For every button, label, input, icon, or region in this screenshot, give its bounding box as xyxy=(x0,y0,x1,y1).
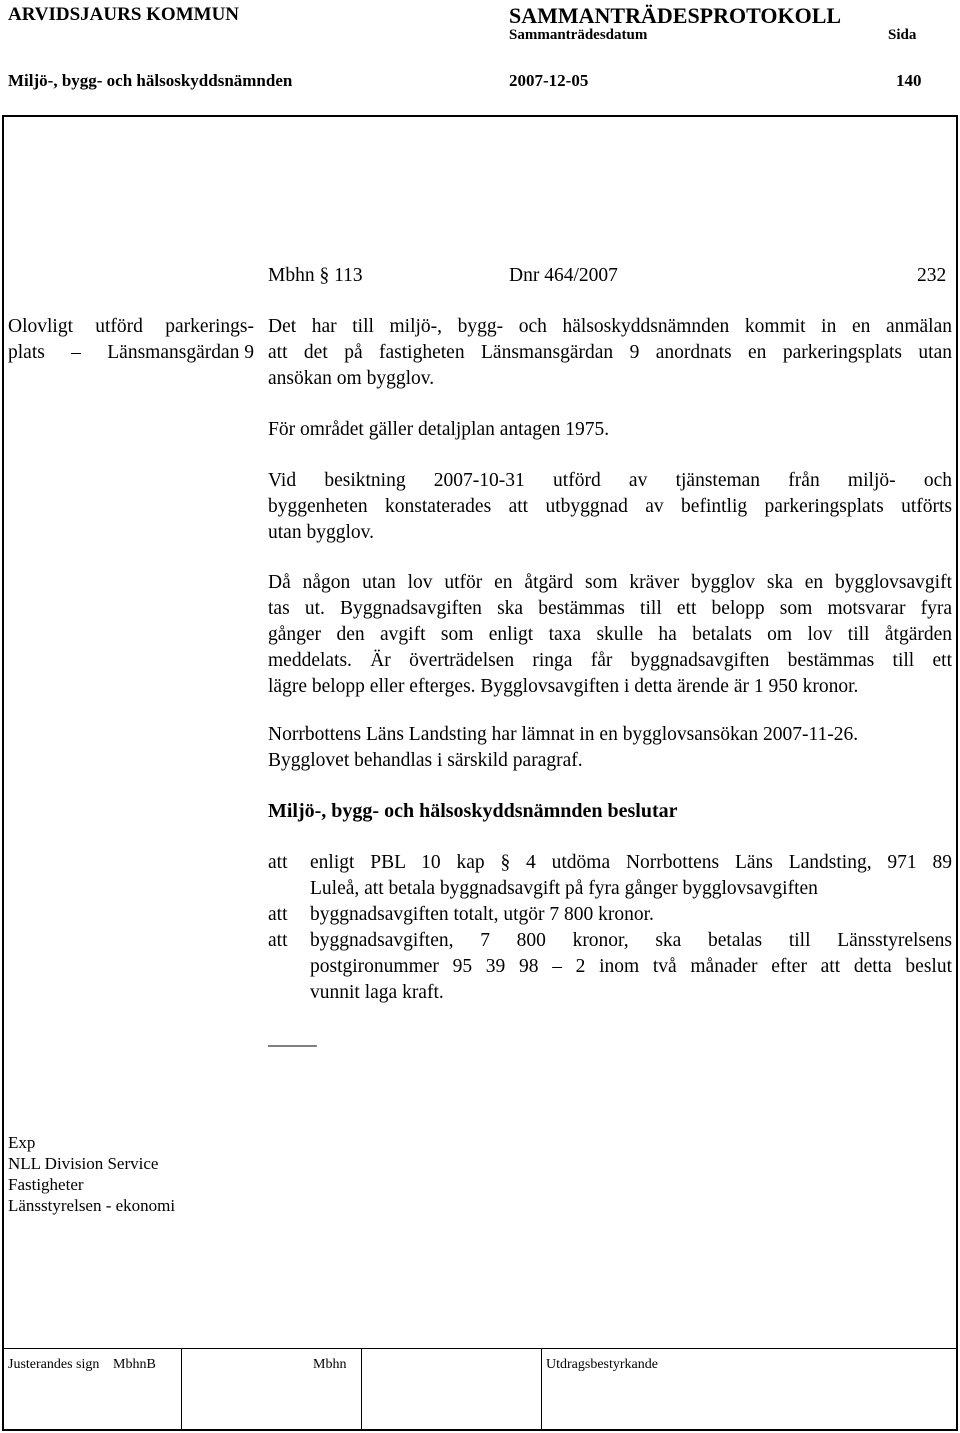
side-heading-word: plats xyxy=(8,342,45,363)
reference-number: 232 xyxy=(917,265,947,286)
paragraph-fee xyxy=(268,570,952,700)
meeting-date: 2007-12-05 xyxy=(509,71,589,90)
text-line: byggnadsavgiften, 7 800 kronor, ska betalas till Länsstyrelsens xyxy=(310,930,952,951)
text-line: Då någon utan lov utför en åtgärd som kräver bygglov ska en bygglovsavgift xyxy=(268,572,952,593)
text-line: Bygglovet behandlas i särskild paragraf. xyxy=(268,750,583,771)
decision-prefix: att xyxy=(268,904,288,925)
distribution-item: Länsstyrelsen - ekonomi xyxy=(8,1196,176,1215)
frame-bottom-rule xyxy=(2,1429,958,1431)
footer-divider-2 xyxy=(361,1348,362,1430)
footer-divider-1 xyxy=(181,1348,182,1430)
page-number: 140 xyxy=(896,71,922,90)
paragraph-inspection xyxy=(268,468,952,546)
distribution-item: Fastigheter xyxy=(8,1175,84,1194)
diary-number: Dnr 464/2007 xyxy=(509,265,618,286)
text-line: Norrbottens Läns Landsting har lämnat in en bygglovsansökan 2007-11-26. xyxy=(268,724,859,745)
paragraph-application xyxy=(268,722,952,774)
paragraph-number: Mbhn § 113 xyxy=(268,265,363,286)
text-line: utan bygglov. xyxy=(268,522,374,543)
side-heading-line-1: Olovligt utförd parkerings- xyxy=(8,316,254,337)
footer-utdragsbestyrkande: Utdragsbestyrkande xyxy=(546,1357,658,1372)
end-mark: _____ xyxy=(268,1028,317,1049)
footer-justerandes-label: Justerandes sign xyxy=(8,1357,100,1372)
footer-signature-value: MbhnB xyxy=(113,1357,156,1372)
text-line: gånger den avgift som enligt taxa skulle ha betalats om lov till åtgärden xyxy=(268,624,952,645)
frame-top-rule xyxy=(2,115,958,117)
footer-top-rule xyxy=(2,1348,958,1349)
text-line: ansökan om bygglov. xyxy=(268,368,435,389)
page-label: Sida xyxy=(888,27,917,43)
text-line: lägre belopp eller efterges. Bygglovsavgiften i detta ärende är 1 950 kronor. xyxy=(268,676,859,697)
document-type: SAMMANTRÄDESPROTOKOLL xyxy=(509,3,842,28)
text-line: Det har till miljö-, bygg- och hälsoskyddsnämnden kommit in en anmälan xyxy=(268,316,952,337)
decision-prefix: att xyxy=(268,852,288,873)
paragraph-report xyxy=(268,314,952,392)
side-heading-line-2 xyxy=(8,340,254,366)
side-heading-dash: – xyxy=(71,342,81,363)
case-side-heading xyxy=(8,314,254,366)
text-line: Vid besiktning 2007-10-31 utförd av tjänsteman från miljö- och xyxy=(268,470,952,491)
footer-mbhn: Mbhn xyxy=(313,1357,347,1372)
decision-prefix: att xyxy=(268,930,288,951)
meeting-date-label: Sammanträdesdatum xyxy=(509,27,648,43)
frame-left-rule xyxy=(2,115,4,1431)
decision-heading: Miljö-, bygg- och hälsoskyddsnämnden beslutar xyxy=(268,800,678,822)
text-line: enligt PBL 10 kap § 4 utdöma Norrbottens Läns Landsting, 971 89 xyxy=(310,852,952,873)
text-line: byggenheten konstaterades att utbyggnad av befintlig parkeringsplats utförts xyxy=(268,496,952,517)
text-line: att det på fastigheten Länsmansgärdan 9 anordnats en parkeringsplats utan xyxy=(268,342,952,363)
text-line: Luleå, att betala byggnadsavgift på fyra gånger bygglovsavgiften xyxy=(310,878,818,899)
side-heading-property: Länsmansgärdan 9 xyxy=(107,342,254,363)
committee-name: Miljö-, bygg- och hälsoskyddsnämnden xyxy=(8,71,293,90)
distribution-list xyxy=(8,1132,175,1216)
text-line: vunnit laga kraft. xyxy=(310,982,444,1003)
text-line: För området gäller detaljplan antagen 1975. xyxy=(268,419,610,440)
text-line: byggnadsavgiften totalt, utgör 7 800 kronor. xyxy=(310,904,654,925)
organization-name: ARVIDSJAURS KOMMUN xyxy=(8,4,240,25)
text-line: meddelats. Är överträdelsen ringa får byggnadsavgiften bestämmas till ett xyxy=(268,650,952,671)
distribution-item: NLL Division Service xyxy=(8,1154,159,1173)
frame-right-rule xyxy=(956,115,958,1431)
distribution-item: Exp xyxy=(8,1133,36,1152)
text-line: postgironummer 95 39 98 – 2 inom två månader efter att detta beslut xyxy=(310,956,952,977)
text-line: tas ut. Byggnadsavgiften ska bestämmas till ett belopp som motsvarar fyra xyxy=(268,598,952,619)
footer-divider-3 xyxy=(541,1348,542,1430)
paragraph-detail-plan xyxy=(268,417,952,443)
